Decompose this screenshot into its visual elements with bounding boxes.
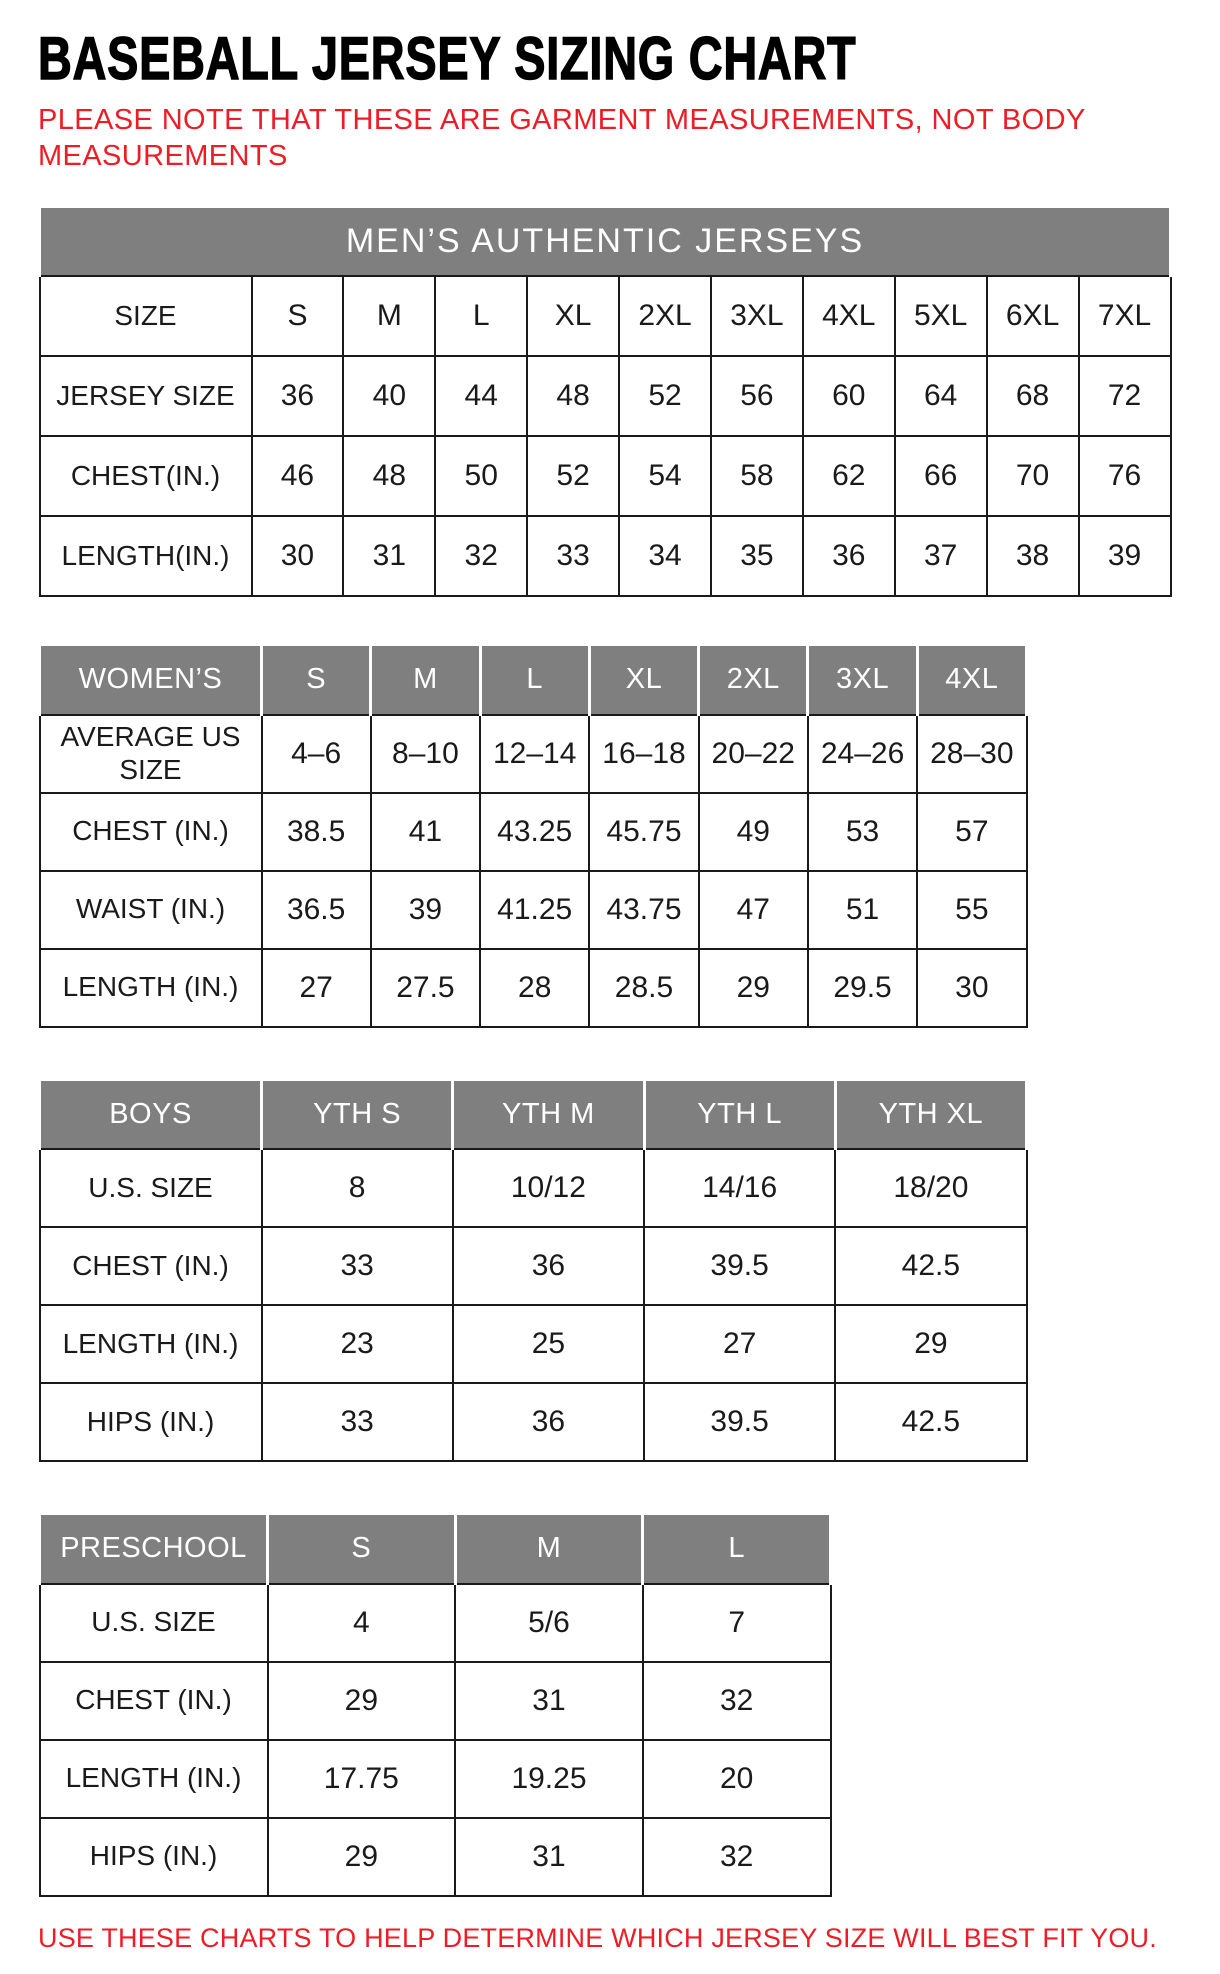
womens-cell: 39 (371, 871, 480, 949)
mens-cell: M (343, 276, 435, 356)
mens-cell: 3XL (711, 276, 803, 356)
preschool-row-label: CHEST (IN.) (40, 1662, 268, 1740)
preschool-row (40, 1584, 831, 1662)
mens-cell: 50 (435, 436, 527, 516)
boys-column-header: YTH XL (835, 1079, 1026, 1149)
womens-column-header: 4XL (917, 645, 1026, 715)
womens-cell: 41 (371, 793, 480, 871)
boys-row (40, 1305, 1027, 1383)
mens-cell: 36 (803, 516, 895, 596)
womens-cell: 51 (808, 871, 917, 949)
preschool-row-label: HIPS (IN.) (40, 1818, 268, 1896)
boys-header-row (40, 1079, 1027, 1149)
womens-cell: 43.75 (589, 871, 698, 949)
mens-cell: 32 (435, 516, 527, 596)
boys-cell: 42.5 (835, 1227, 1026, 1305)
mens-row (40, 356, 1171, 436)
womens-column-header: 3XL (808, 645, 917, 715)
boys-sizing-table (38, 1078, 1028, 1463)
boys-row (40, 1149, 1027, 1227)
womens-header-row (40, 645, 1027, 715)
mens-cell: 70 (987, 436, 1079, 516)
mens-cell: 7XL (1079, 276, 1171, 356)
womens-cell: 55 (917, 871, 1026, 949)
womens-row-label: WAIST (IN.) (40, 871, 262, 949)
mens-cell: 52 (527, 436, 619, 516)
preschool-row-label: U.S. SIZE (40, 1584, 268, 1662)
womens-cell: 38.5 (262, 793, 371, 871)
mens-row (40, 436, 1171, 516)
preschool-sizing-table (38, 1512, 832, 1897)
mens-banner: MEN’S AUTHENTIC JERSEYS (40, 206, 1171, 276)
womens-cell: 41.25 (480, 871, 589, 949)
mens-authentic-jerseys-table (38, 205, 1172, 598)
mens-cell: 60 (803, 356, 895, 436)
womens-header-label: WOMEN’S (40, 645, 262, 715)
boys-cell: 33 (262, 1227, 453, 1305)
womens-cell: 20–22 (699, 715, 808, 793)
preschool-cell: 20 (643, 1740, 831, 1818)
preschool-cell: 29 (268, 1818, 456, 1896)
preschool-cell: 19.25 (455, 1740, 643, 1818)
boys-cell: 36 (453, 1383, 644, 1461)
boys-row-label: U.S. SIZE (40, 1149, 262, 1227)
garment-measurements-note: PLEASE NOTE THAT THESE ARE GARMENT MEASUREMENTS, NOT BODY MEASUREMENTS (38, 104, 1086, 173)
boys-cell: 27 (644, 1305, 835, 1383)
boys-column-header: YTH L (644, 1079, 835, 1149)
boys-cell: 18/20 (835, 1149, 1026, 1227)
preschool-column-header: L (643, 1514, 831, 1584)
mens-cell: 48 (527, 356, 619, 436)
mens-cell: 6XL (987, 276, 1079, 356)
mens-cell: 54 (619, 436, 711, 516)
mens-row (40, 516, 1171, 596)
boys-cell: 10/12 (453, 1149, 644, 1227)
mens-row-label: SIZE (40, 276, 252, 356)
mens-row-label: LENGTH(IN.) (40, 516, 252, 596)
boys-row-label: HIPS (IN.) (40, 1383, 262, 1461)
boys-column-header: YTH M (453, 1079, 644, 1149)
mens-cell: 31 (343, 516, 435, 596)
womens-cell: 4–6 (262, 715, 371, 793)
womens-sizing-table (38, 643, 1028, 1028)
mens-cell: 5XL (895, 276, 987, 356)
boys-cell: 39.5 (644, 1383, 835, 1461)
mens-cell: 4XL (803, 276, 895, 356)
mens-cell: 37 (895, 516, 987, 596)
womens-cell: 45.75 (589, 793, 698, 871)
preschool-column-header: M (455, 1514, 643, 1584)
mens-cell: 56 (711, 356, 803, 436)
preschool-cell: 32 (643, 1818, 831, 1896)
mens-cell: 34 (619, 516, 711, 596)
womens-row (40, 793, 1027, 871)
mens-cell: 66 (895, 436, 987, 516)
womens-row (40, 715, 1027, 793)
preschool-row (40, 1818, 831, 1896)
mens-cell: 33 (527, 516, 619, 596)
mens-cell: 46 (252, 436, 344, 516)
boys-cell: 33 (262, 1383, 453, 1461)
womens-cell: 27 (262, 949, 371, 1027)
preschool-cell: 7 (643, 1584, 831, 1662)
mens-cell: 68 (987, 356, 1079, 436)
mens-cell: 35 (711, 516, 803, 596)
mens-cell: 38 (987, 516, 1079, 596)
womens-column-header: L (480, 645, 589, 715)
mens-cell: XL (527, 276, 619, 356)
mens-cell: 58 (711, 436, 803, 516)
preschool-row-label: LENGTH (IN.) (40, 1740, 268, 1818)
boys-header-label: BOYS (40, 1079, 262, 1149)
preschool-row (40, 1662, 831, 1740)
womens-cell: 29.5 (808, 949, 917, 1027)
womens-column-header: M (371, 645, 480, 715)
boys-cell: 14/16 (644, 1149, 835, 1227)
mens-cell: 52 (619, 356, 711, 436)
mens-cell: 2XL (619, 276, 711, 356)
boys-cell: 39.5 (644, 1227, 835, 1305)
mens-cell: 39 (1079, 516, 1171, 596)
womens-cell: 24–26 (808, 715, 917, 793)
womens-cell: 57 (917, 793, 1026, 871)
mens-cell: 40 (343, 356, 435, 436)
womens-column-header: S (262, 645, 371, 715)
mens-cell: 36 (252, 356, 344, 436)
womens-cell: 36.5 (262, 871, 371, 949)
mens-row (40, 276, 1171, 356)
mens-cell: 30 (252, 516, 344, 596)
womens-row-label: LENGTH (IN.) (40, 949, 262, 1027)
womens-cell: 28–30 (917, 715, 1026, 793)
preschool-cell: 4 (268, 1584, 456, 1662)
boys-row (40, 1383, 1027, 1461)
mens-cell: L (435, 276, 527, 356)
preschool-header-label: PRESCHOOL (40, 1514, 268, 1584)
boys-cell: 25 (453, 1305, 644, 1383)
mens-row-label: JERSEY SIZE (40, 356, 252, 436)
womens-cell: 28 (480, 949, 589, 1027)
womens-cell: 8–10 (371, 715, 480, 793)
boys-cell: 42.5 (835, 1383, 1026, 1461)
preschool-column-header: S (268, 1514, 456, 1584)
boys-cell: 29 (835, 1305, 1026, 1383)
preschool-cell: 29 (268, 1662, 456, 1740)
womens-cell: 28.5 (589, 949, 698, 1027)
womens-row (40, 871, 1027, 949)
womens-cell: 12–14 (480, 715, 589, 793)
mens-cell: S (252, 276, 344, 356)
womens-cell: 47 (699, 871, 808, 949)
footer-note: USE THESE CHARTS TO HELP DETERMINE WHICH JERSEY SIZE WILL BEST FIT YOU. (38, 1922, 1157, 1953)
womens-cell: 16–18 (589, 715, 698, 793)
boys-row-label: CHEST (IN.) (40, 1227, 262, 1305)
womens-cell: 43.25 (480, 793, 589, 871)
preschool-cell: 32 (643, 1662, 831, 1740)
boys-row (40, 1227, 1027, 1305)
mens-cell: 44 (435, 356, 527, 436)
page-title: BASEBALL JERSEY SIZING CHART (38, 25, 857, 92)
preschool-header-row (40, 1514, 831, 1584)
mens-cell: 48 (343, 436, 435, 516)
preschool-cell: 31 (455, 1818, 643, 1896)
boys-cell: 36 (453, 1227, 644, 1305)
womens-cell: 30 (917, 949, 1026, 1027)
preschool-row (40, 1740, 831, 1818)
womens-cell: 29 (699, 949, 808, 1027)
boys-row-label: LENGTH (IN.) (40, 1305, 262, 1383)
womens-column-header: 2XL (699, 645, 808, 715)
preschool-cell: 17.75 (268, 1740, 456, 1818)
mens-cell: 64 (895, 356, 987, 436)
boys-cell: 23 (262, 1305, 453, 1383)
womens-row-label: CHEST (IN.) (40, 793, 262, 871)
womens-column-header: XL (589, 645, 698, 715)
mens-cell: 62 (803, 436, 895, 516)
mens-cell: 72 (1079, 356, 1171, 436)
boys-column-header: YTH S (262, 1079, 453, 1149)
womens-cell: 49 (699, 793, 808, 871)
womens-cell: 27.5 (371, 949, 480, 1027)
preschool-cell: 5/6 (455, 1584, 643, 1662)
mens-cell: 76 (1079, 436, 1171, 516)
womens-row-label: AVERAGE US SIZE (40, 715, 262, 793)
boys-cell: 8 (262, 1149, 453, 1227)
preschool-cell: 31 (455, 1662, 643, 1740)
womens-cell: 53 (808, 793, 917, 871)
womens-row (40, 949, 1027, 1027)
mens-row-label: CHEST(IN.) (40, 436, 252, 516)
